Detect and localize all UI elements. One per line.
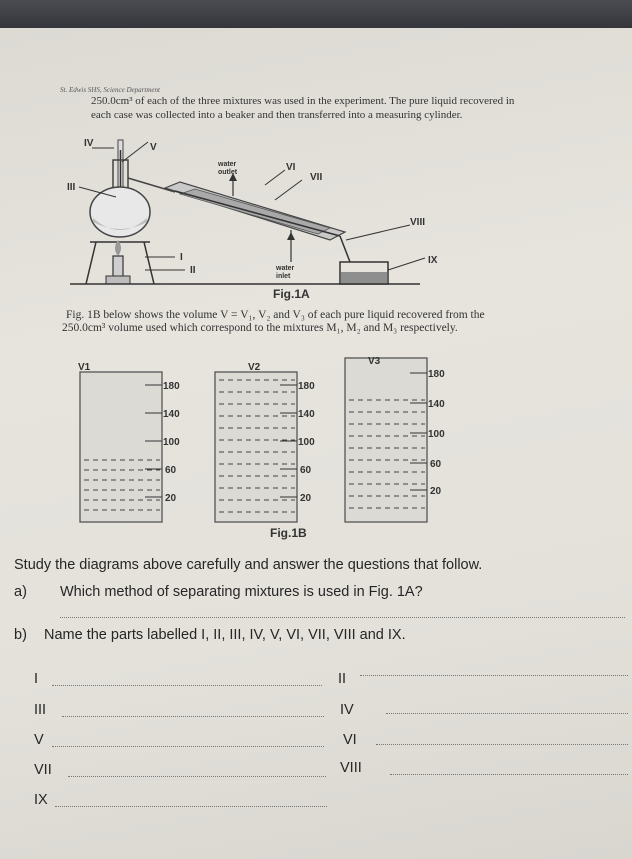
fig1b-caption: Fig.1B bbox=[270, 526, 307, 540]
answer-line-VI[interactable] bbox=[376, 744, 628, 745]
cylinder-v1-tick: 180 bbox=[163, 381, 180, 392]
question-b-label: b) bbox=[14, 627, 27, 643]
instructions: Study the diagrams above carefully and answer the questions that follow. bbox=[14, 557, 483, 573]
answer-line-III[interactable] bbox=[62, 716, 324, 717]
cylinder-v1-tick: 60 bbox=[165, 465, 177, 476]
label-VII: VII bbox=[310, 172, 323, 183]
answer-line-IV[interactable] bbox=[386, 713, 628, 714]
cylinder-v3-tick: 140 bbox=[428, 399, 445, 410]
fig1a-caption: Fig.1A bbox=[273, 287, 310, 301]
cylinder-v2-tick: 140 bbox=[298, 409, 315, 420]
part-label-III: III bbox=[34, 702, 47, 718]
water-inlet-label-2: inlet bbox=[276, 273, 291, 280]
cylinder-v2-tick: 60 bbox=[300, 465, 312, 476]
cylinder-v2-tick: 100 bbox=[298, 437, 315, 448]
intro-line-1: 250.0cm³ of each of the three mixtures was used in the experiment. The pure liquid recovered in bbox=[91, 95, 515, 107]
part-label-IX: IX bbox=[34, 792, 48, 808]
part-label-VII: VII bbox=[34, 762, 52, 778]
answer-line-V[interactable] bbox=[52, 746, 324, 747]
cylinder-v1 bbox=[78, 362, 180, 522]
part-label-IV: IV bbox=[340, 702, 354, 718]
part-label-VI: VI bbox=[343, 732, 357, 748]
fig1b-text-line-1: Fig. 1B below shows the volume V = V₁, V₂ and V₃ of each pure liquid recovered from the bbox=[66, 309, 485, 321]
cylinder-v3-tick: 60 bbox=[430, 459, 442, 470]
cylinder-v2-tick: 180 bbox=[298, 381, 315, 392]
cylinder-v2-name: V2 bbox=[248, 362, 261, 373]
cylinder-v3 bbox=[345, 356, 445, 522]
cylinder-v1-name: V1 bbox=[78, 362, 91, 373]
label-V: V bbox=[150, 142, 157, 153]
label-IX: IX bbox=[428, 255, 438, 266]
school-header: St. Edwis SHS, Science Department bbox=[60, 86, 160, 94]
water-outlet-label-1: water bbox=[218, 161, 237, 168]
cylinder-v1-tick: 100 bbox=[163, 437, 180, 448]
part-label-II: II bbox=[338, 671, 347, 687]
cylinder-v2 bbox=[215, 362, 315, 522]
part-label-I: I bbox=[34, 671, 39, 687]
cylinder-v2-tick: 20 bbox=[300, 493, 312, 504]
cylinder-v3-tick: 100 bbox=[428, 429, 445, 440]
water-inlet-label-1: water bbox=[276, 265, 295, 272]
label-IV: IV bbox=[84, 138, 94, 149]
cylinder-v3-name: V3 bbox=[368, 356, 381, 367]
fig1b-text-line-2: 250.0cm³ volume used which correspond to the mixtures M₁, M₂ and M₃ respectively. bbox=[62, 322, 458, 334]
question-b-text: Name the parts labelled I, II, III, IV, V, VI, VII, VIII and IX. bbox=[44, 627, 406, 643]
label-II: II bbox=[190, 265, 196, 276]
cylinder-v1-tick: 20 bbox=[165, 493, 177, 504]
answer-line-a[interactable] bbox=[60, 617, 625, 618]
cylinder-v3-tick: 20 bbox=[430, 486, 442, 497]
answer-line-II[interactable] bbox=[360, 675, 628, 676]
label-III: III bbox=[67, 182, 76, 193]
label-VIII: VIII bbox=[410, 217, 426, 228]
intro-line-2: each case was collected into a beaker and then transferred into a measuring cylinder. bbox=[91, 109, 463, 121]
cylinder-v3-tick: 180 bbox=[428, 369, 445, 380]
label-I: I bbox=[180, 252, 183, 263]
part-label-V: V bbox=[34, 732, 44, 748]
part-label-VIII: VIII bbox=[340, 760, 362, 776]
question-a-text: Which method of separating mixtures is used in Fig. 1A? bbox=[60, 584, 423, 600]
question-a-label: a) bbox=[14, 584, 27, 600]
answer-line-VIII[interactable] bbox=[390, 774, 628, 775]
cylinder-v1-tick: 140 bbox=[163, 409, 180, 420]
label-VI: VI bbox=[286, 162, 296, 173]
answer-line-IX[interactable] bbox=[55, 806, 327, 807]
answer-line-VII[interactable] bbox=[68, 776, 326, 777]
answer-line-I[interactable] bbox=[52, 685, 322, 686]
water-outlet-label-2: outlet bbox=[218, 169, 238, 176]
